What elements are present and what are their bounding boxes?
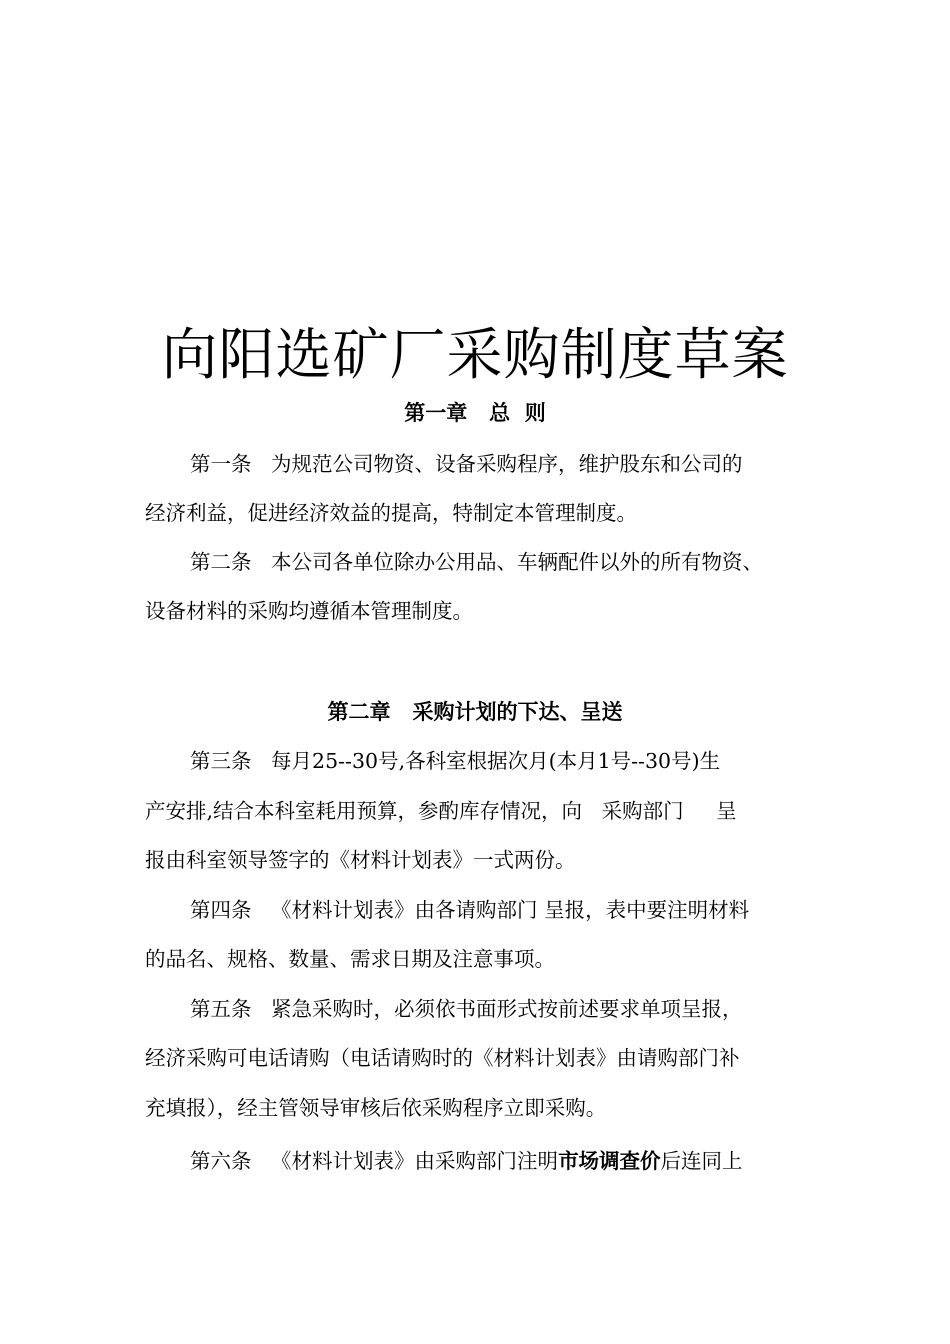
article-3-line-1: 第三条 每月25--30号,各科室根据次月(本月1号--30号)生: [190, 749, 721, 773]
article-1-line-1: 第一条 为规范公司物资、设备采购程序，维护股东和公司的: [190, 452, 743, 476]
article-5-line-2: 经济采购可电话请购（电话请购时的《材料计划表》由请购部门补: [145, 1046, 740, 1070]
article-4-line-2: 的品名、规格、数量、需求日期及注意事项。: [145, 947, 555, 971]
article-2-line-1: 第二条 本公司各单位除办公用品、车辆配件以外的所有物资、: [190, 550, 764, 574]
article-2-line-2: 设备材料的采购均遵循本管理制度。: [145, 599, 473, 623]
article-5-line-1: 第五条 紧急采购时，必须依书面形式按前述要求单项呈报，: [190, 997, 743, 1021]
article-6-line-1: [190, 1146, 743, 1176]
article-6-line-1-suffix: 后连同上: [660, 1149, 743, 1173]
document-title: 向阳选矿厂采购制度草案: [161, 323, 789, 388]
article-4-line-1: 第四条 《材料计划表》由各请购部门 呈报，表中要注明材料: [190, 898, 750, 922]
article-3-line-3: 报由科室领导签字的《材料计划表》一式两份。: [145, 848, 576, 872]
article-6-line-1-prefix: 第六条 《材料计划表》由采购部门注明: [190, 1149, 559, 1173]
article-5-line-3: 充填报），经主管领导审核后依采购程序立即采购。: [145, 1096, 607, 1120]
market-price-emphasis: 市场调查价: [558, 1149, 661, 1173]
chapter-2-heading: 第二章 采购计划的下达、呈送: [327, 700, 623, 724]
article-3-line-2: 产安排,结合本科室耗用预算，参酌库存情况，向 采购部门 呈: [145, 799, 737, 823]
article-1-line-2: 经济利益，促进经济效益的提高，特制定本管理制度。: [145, 501, 637, 525]
chapter-1-heading: 第一章 总 则: [404, 401, 546, 425]
